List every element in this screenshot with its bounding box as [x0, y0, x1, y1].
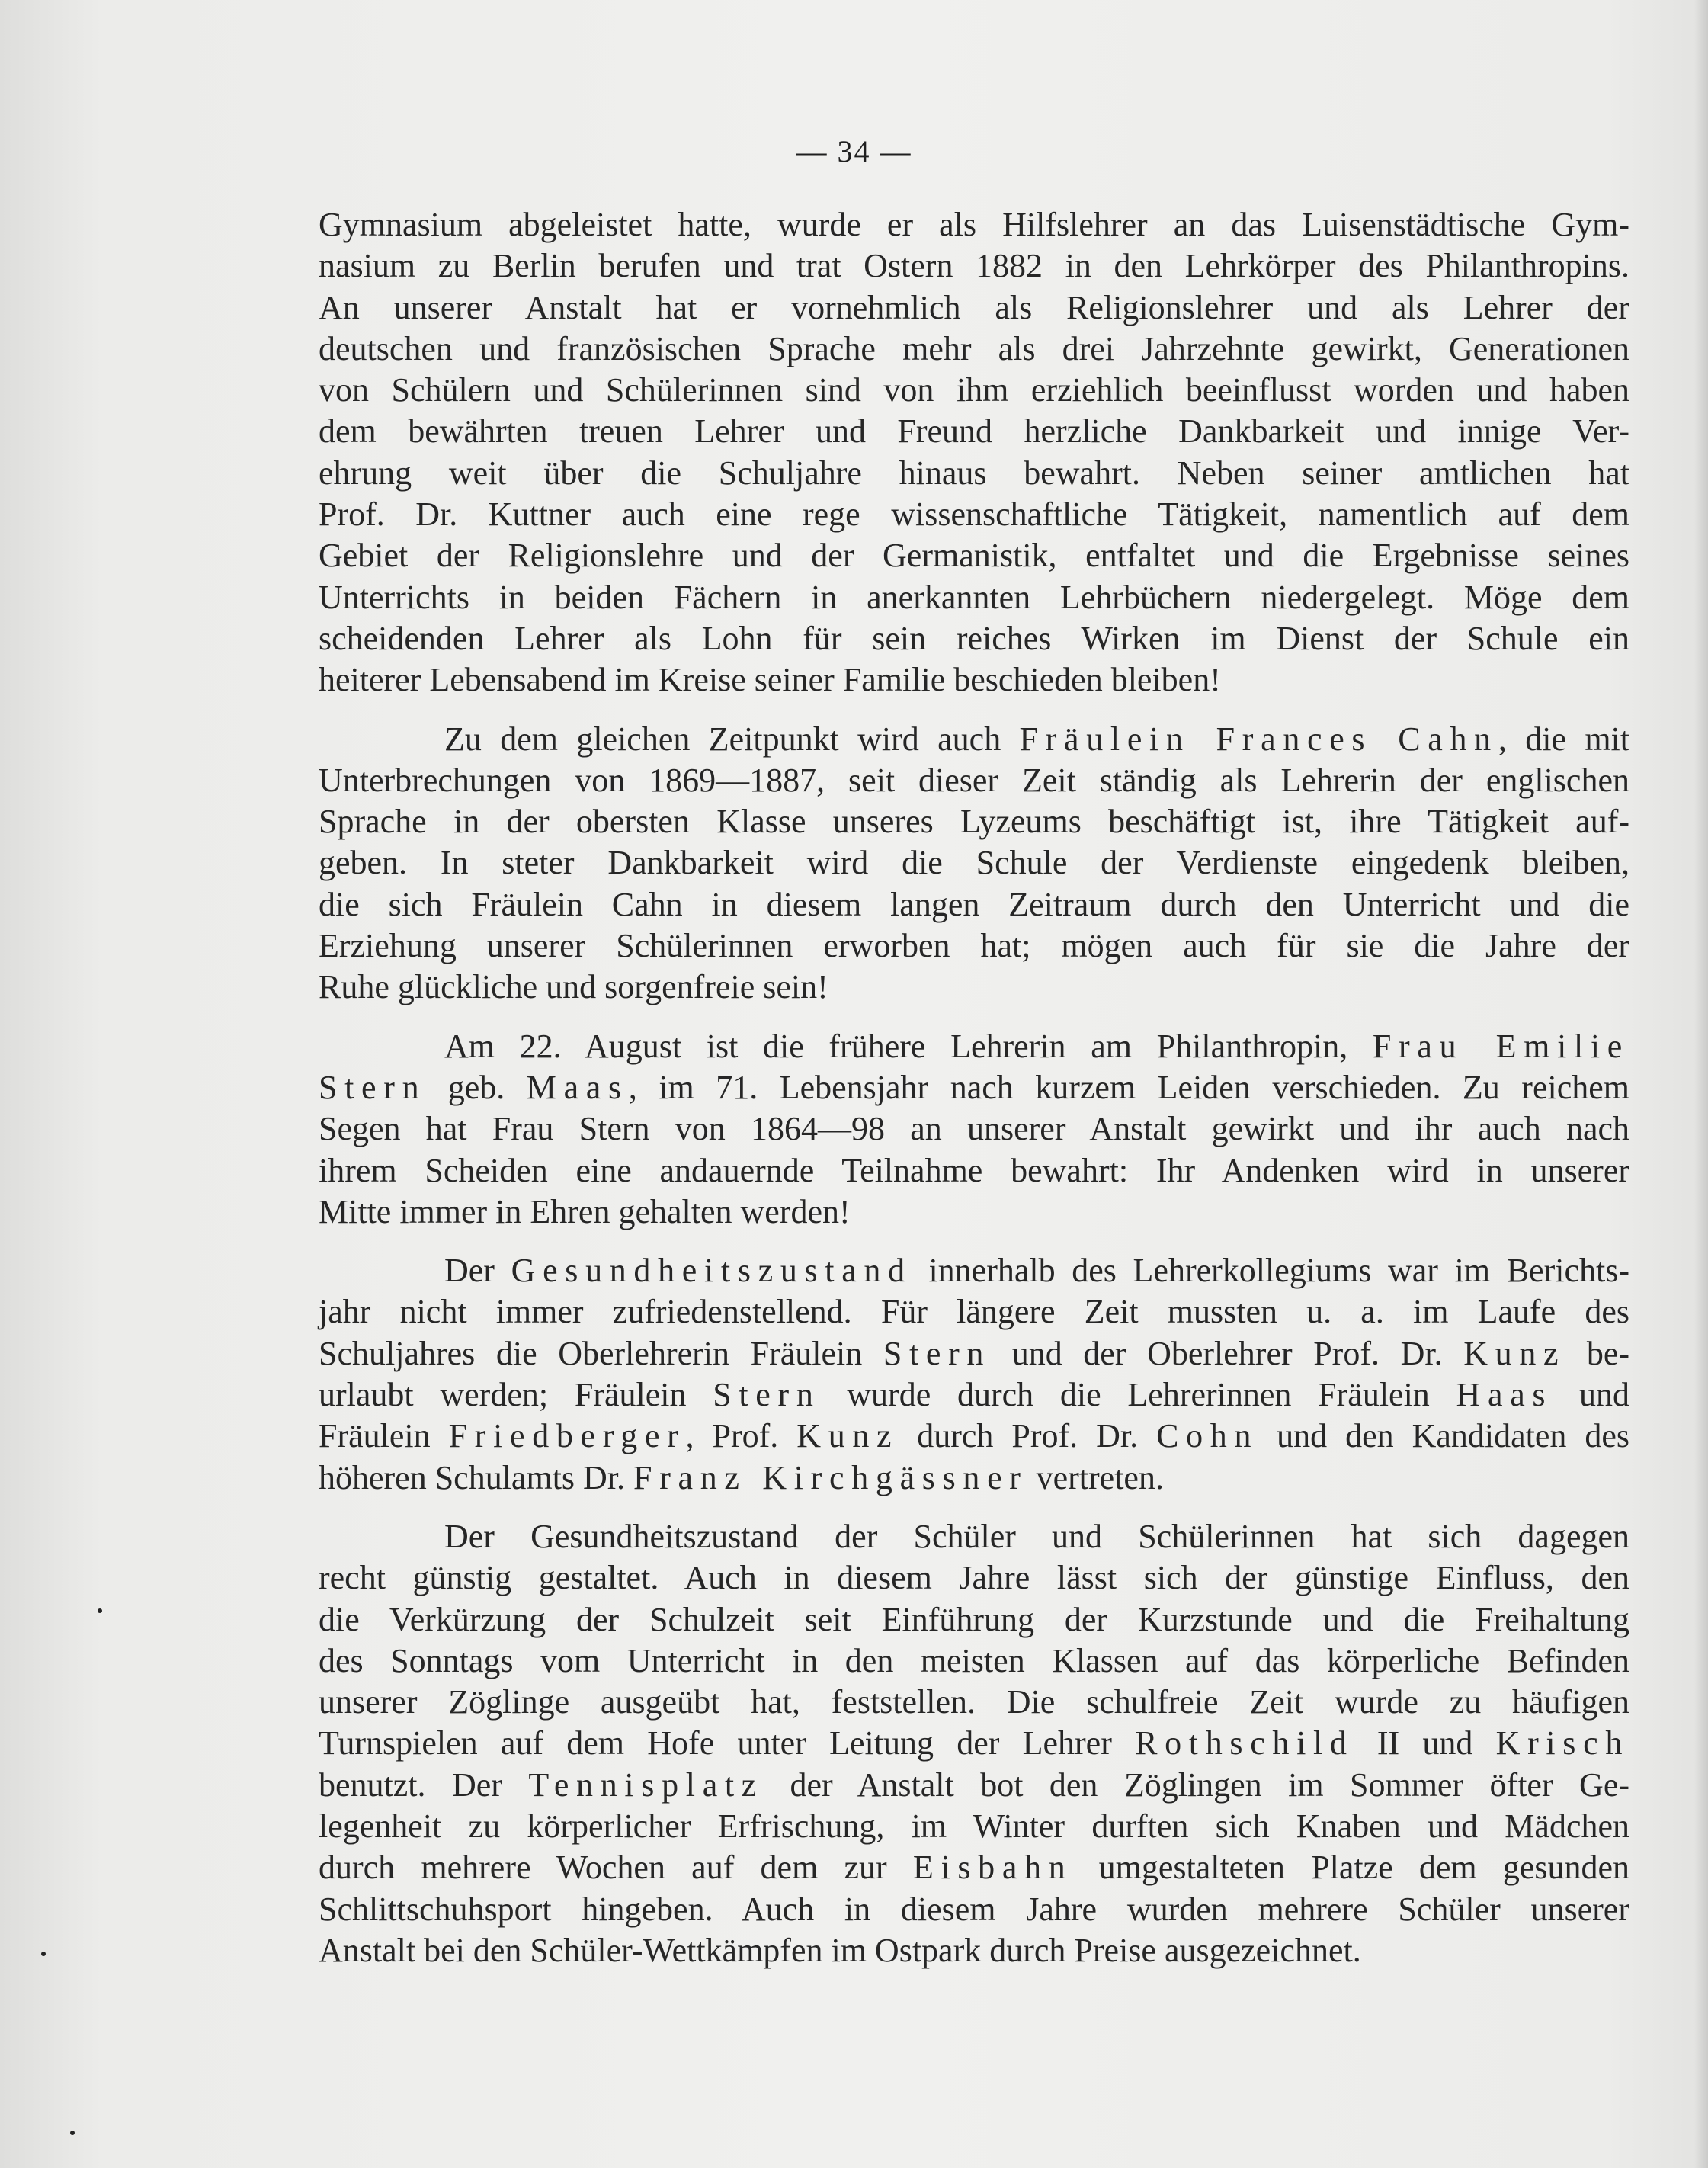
- text-line: [319, 1374, 1629, 1416]
- body-text: [319, 204, 1629, 1971]
- text-segment: urlaubt werden; Fräulein: [319, 1376, 713, 1414]
- text-segment: Unterbrechungen von 1869—1887, seit dieser Zeit ständig als Lehrerin der englischen: [319, 761, 1629, 799]
- text-segment: recht günstig gestaltet. Auch in diesem Jahre lässt sich der günstige Einfluss, den: [319, 1559, 1629, 1597]
- paragraph-gap: [319, 1233, 1629, 1250]
- spaced-emphasis: Fräulein Frances Cahn: [1019, 720, 1498, 758]
- text-segment: dem bewährten treuen Lehrer und Freund herzliche Dankbarkeit und innige Ver-: [319, 412, 1629, 451]
- text-segment: und der Oberlehrer Prof. Dr.: [991, 1334, 1464, 1372]
- text-segment: vertreten.: [1027, 1458, 1164, 1496]
- text-line: [319, 411, 1629, 452]
- text-line: [319, 1765, 1629, 1806]
- text-line: [319, 245, 1629, 287]
- text-line: [319, 884, 1629, 925]
- text-line: [319, 659, 1629, 701]
- text-segment: von Schülern und Schülerinnen sind von ihm erziehlich beeinflusst worden und haben: [319, 371, 1629, 409]
- text-line: [319, 801, 1629, 842]
- text-segment: scheidenden Lehrer als Lohn für sein reiches Wirken im Dienst der Schule ein: [319, 619, 1629, 657]
- text-segment: , Prof.: [685, 1417, 797, 1455]
- spaced-emphasis: Tennisplatz: [528, 1766, 764, 1804]
- text-segment: Zu dem gleichen Zeitpunkt wird auch: [444, 720, 1020, 758]
- paragraph: [319, 1516, 1629, 1971]
- text-segment: unserer Zöglinge ausgeübt hat, feststellen. Die schulfreie Zeit wurde zu häufigen: [319, 1683, 1629, 1721]
- paragraph-gap: [319, 701, 1629, 719]
- text-segment: Erziehung unserer Schülerinnen erworben hat; mögen auch für sie die Jahre der: [319, 927, 1629, 965]
- text-segment: benutzt. Der: [319, 1766, 529, 1804]
- text-line: [319, 1150, 1629, 1191]
- spaced-emphasis: Rothschild: [1135, 1724, 1354, 1762]
- spaced-emphasis: Stern: [319, 1068, 427, 1106]
- scan-speck: [98, 1608, 102, 1613]
- text-segment: Gymnasium abgeleistet hatte, wurde er als Hilfslehrer an das Luisenstädtische Gym-: [319, 206, 1629, 243]
- text-segment: legenheit zu körperlicher Erfrischung, im Winter durften sich Knaben und Mädchen: [319, 1807, 1629, 1845]
- text-segment: durch Prof. Dr.: [899, 1417, 1157, 1455]
- text-segment: geb.: [426, 1068, 527, 1106]
- text-line: [319, 494, 1629, 535]
- text-segment: heiterer Lebensabend im Kreise seiner Familie beschieden bleiben!: [319, 661, 1221, 699]
- text-segment: Turnspielen auf dem Hofe unter Leitung der Lehrer: [319, 1724, 1136, 1762]
- text-line: [319, 1026, 1629, 1067]
- text-segment: Sprache in der obersten Klasse unseres Lyzeums beschäftigt ist, ihre Tätigkeit auf-: [319, 803, 1629, 841]
- text-line: [319, 618, 1629, 659]
- text-segment: ehrung weit über die Schuljahre hinaus bewahrt. Neben seiner amtlichen hat: [319, 454, 1629, 492]
- text-segment: Anstalt bei den Schüler-Wettkämpfen im Ostpark durch Preise ausgezeichnet.: [319, 1931, 1361, 1969]
- text-segment: Schlittschuhsport hingeben. Auch in diesem Jahre wurden mehrere Schüler unserer: [319, 1890, 1629, 1928]
- text-segment: Mitte immer in Ehren gehalten werden!: [319, 1192, 851, 1230]
- text-line: [319, 370, 1629, 411]
- spaced-emphasis: Friedberger: [448, 1417, 686, 1455]
- text-line: [319, 842, 1629, 884]
- text-segment: der Anstalt bot den Zöglingen im Sommer öfter Ge-: [764, 1766, 1629, 1804]
- text-segment: , die mit: [1498, 720, 1629, 758]
- text-segment: Am 22. August ist die frühere Lehrerin am Philanthropin,: [444, 1027, 1373, 1065]
- text-line: [319, 760, 1629, 801]
- text-segment: durch mehrere Wochen auf dem zur: [319, 1849, 913, 1887]
- text-segment: Fräulein: [319, 1417, 449, 1455]
- text-segment: innerhalb des Lehrerkollegiums war im Berichts-: [912, 1252, 1629, 1290]
- text-segment: be-: [1565, 1334, 1629, 1372]
- spaced-emphasis: Gesundheitszustand: [511, 1252, 912, 1290]
- spaced-emphasis: Stern: [883, 1334, 992, 1372]
- text-segment: geben. In steter Dankbarkeit wird die Schule der Verdienste eingedenk bleiben,: [319, 844, 1629, 882]
- text-line: [319, 1291, 1629, 1333]
- page-number: — 34 —: [796, 134, 912, 168]
- text-segment: , im 71. Lebensjahr nach kurzem Leiden verschieden. Zu reichem: [628, 1068, 1629, 1106]
- text-segment: Gebiet der Religionslehre und der Germanistik, entfaltet und die Ergebnisse seines: [319, 537, 1629, 575]
- text-line: [319, 287, 1629, 329]
- spaced-emphasis: Kunz: [1463, 1334, 1566, 1372]
- text-segment: ihrem Scheiden eine andauernde Teilnahme bewahrt: Ihr Andenken wird in unserer: [319, 1151, 1629, 1189]
- text-segment: höheren Schulamts Dr.: [319, 1458, 634, 1496]
- spaced-emphasis: Frau Emilie: [1372, 1027, 1630, 1065]
- text-segment: II und: [1354, 1724, 1496, 1762]
- paragraph: [319, 204, 1629, 701]
- text-segment: wurde durch die Lehrerinnen Fräulein: [820, 1376, 1456, 1414]
- text-segment: nasium zu Berlin berufen und trat Ostern 1882 in den Lehrkörper des Philanthropins.: [319, 247, 1629, 285]
- paragraph-gap: [319, 1009, 1629, 1026]
- text-line: [319, 1599, 1629, 1640]
- scan-speck: [41, 1952, 46, 1956]
- text-line: [319, 1847, 1629, 1888]
- text-line: [319, 453, 1629, 494]
- text-segment: Segen hat Frau Stern von 1864—98 an unserer Anstalt gewirkt und ihr auch nach: [319, 1110, 1629, 1148]
- text-line: [319, 1191, 1629, 1233]
- text-line: [319, 1806, 1629, 1847]
- text-line: [319, 1557, 1629, 1599]
- text-segment: des Sonntags vom Unterricht in den meisten Klassen auf das körperliche Befinden: [319, 1641, 1629, 1679]
- spaced-emphasis: Stern: [713, 1376, 821, 1414]
- text-line: [319, 1250, 1629, 1291]
- text-segment: Der Gesundheitszustand der Schüler und Schülerinnen hat sich dagegen: [444, 1517, 1629, 1555]
- text-line: [319, 719, 1629, 760]
- page-edge-shadow: [1694, 0, 1708, 2168]
- paragraph: [319, 719, 1629, 1009]
- spaced-emphasis: Cohn: [1156, 1417, 1259, 1455]
- spaced-emphasis: Franz Kirchgässner: [633, 1458, 1028, 1496]
- text-line: [319, 1108, 1629, 1150]
- text-segment: deutschen und französischen Sprache mehr als drei Jahrzehnte gewirkt, Generationen: [319, 329, 1629, 367]
- text-line: [319, 925, 1629, 967]
- spaced-emphasis: Maas: [526, 1068, 629, 1106]
- text-segment: umgestalteten Platze dem gesunden: [1072, 1849, 1630, 1887]
- text-segment: Prof. Dr. Kuttner auch eine rege wissenschaftliche Tätigkeit, namentlich auf dem: [319, 495, 1629, 534]
- text-segment: die sich Fräulein Cahn in diesem langen Zeitraum durch den Unterricht und die: [319, 885, 1629, 923]
- text-segment: und den Kandidaten des: [1258, 1417, 1629, 1455]
- paragraph: [319, 1026, 1629, 1233]
- text-line: [319, 535, 1629, 576]
- spaced-emphasis: Haas: [1456, 1376, 1553, 1414]
- text-line: [319, 1416, 1629, 1457]
- text-line: [319, 577, 1629, 618]
- paragraph-gap: [319, 1499, 1629, 1516]
- text-segment: An unserer Anstalt hat er vornehmlich als Religionslehrer und als Lehrer der: [319, 288, 1629, 326]
- scan-speck: [70, 2131, 75, 2135]
- text-line: [319, 1682, 1629, 1723]
- text-segment: Unterrichts in beiden Fächern in anerkannten Lehrbüchern niedergelegt. Möge dem: [319, 578, 1629, 616]
- text-line: [319, 1930, 1629, 1971]
- text-line: [319, 1723, 1629, 1764]
- text-line: [319, 1516, 1629, 1557]
- text-line: [319, 204, 1629, 245]
- text-line: [319, 1640, 1629, 1682]
- text-segment: jahr nicht immer zufriedenstellend. Für längere Zeit mussten u. a. im Laufe des: [319, 1293, 1629, 1331]
- text-segment: Schuljahres die Oberlehrerin Fräulein: [319, 1334, 883, 1372]
- text-line: [319, 1889, 1629, 1930]
- text-segment: Ruhe glückliche und sorgenfreie sein!: [319, 968, 828, 1006]
- spaced-emphasis: Krisch: [1495, 1724, 1629, 1762]
- text-line: [319, 967, 1629, 1008]
- text-line: [319, 1067, 1629, 1108]
- text-segment: und: [1553, 1376, 1629, 1414]
- spaced-emphasis: Kunz: [796, 1417, 899, 1455]
- paragraph: [319, 1250, 1629, 1499]
- text-segment: Der: [444, 1252, 511, 1290]
- text-line: [319, 1333, 1629, 1374]
- text-line: [319, 1458, 1629, 1499]
- spaced-emphasis: Eisbahn: [912, 1849, 1073, 1887]
- text-segment: die Verkürzung der Schulzeit seit Einführung der Kurzstunde und die Freihaltung: [319, 1600, 1629, 1638]
- text-line: [319, 329, 1629, 370]
